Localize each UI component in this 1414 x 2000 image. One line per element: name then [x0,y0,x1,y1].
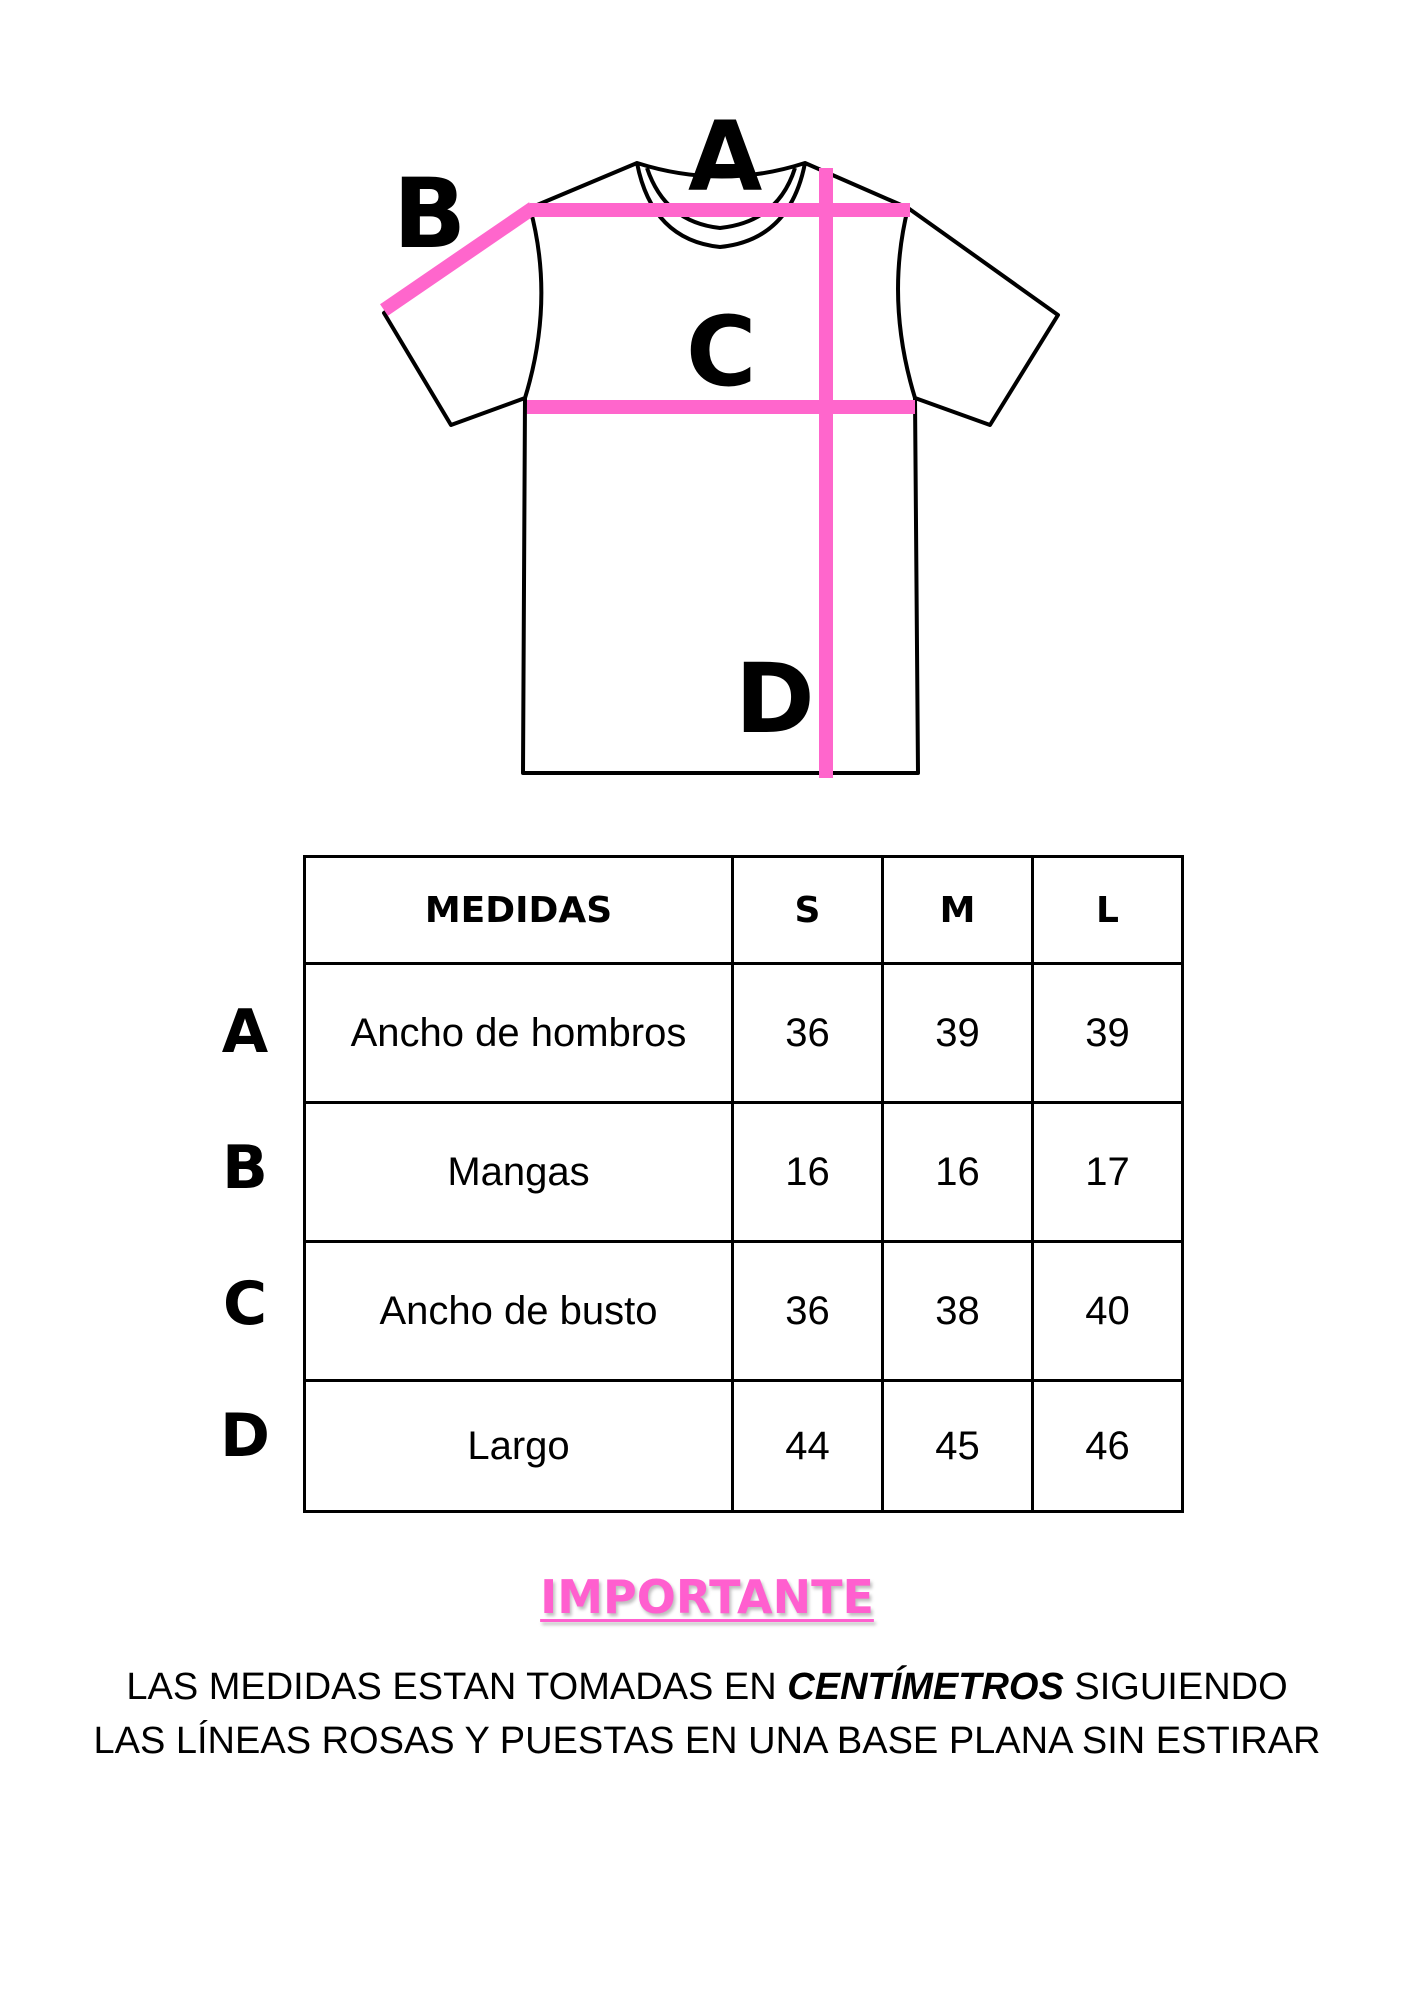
measurement-note [0,1660,1414,1768]
row-letter-c: C [222,1269,268,1339]
label-c: C [686,296,757,408]
row-name: Mangas [305,1103,733,1242]
table-row [305,1103,1183,1242]
header-medidas: MEDIDAS [305,857,733,964]
cell-l: 17 [1033,1103,1183,1242]
note-emphasis: CENTÍMETROS [787,1666,1064,1708]
cell-m: 16 [883,1103,1033,1242]
important-title: IMPORTANTE [540,1570,874,1624]
table-row [305,1381,1183,1512]
table-header-row [305,857,1183,964]
cell-s: 36 [733,1242,883,1381]
row-name: Ancho de hombros [305,964,733,1103]
row-letter-b: B [222,1133,268,1203]
label-d: D [735,643,815,755]
row-letter-a: A [221,997,269,1067]
note-line-1-after: SIGUIENDO [1063,1666,1288,1708]
note-line-2: LAS LÍNEAS ROSAS Y PUESTAS EN UNA BASE PLANA SIN ESTIRAR [93,1720,1321,1762]
tshirt-outline [384,163,1058,773]
size-table [303,855,1184,1513]
tshirt-diagram [0,0,1414,800]
cell-l: 40 [1033,1242,1183,1381]
note-line-1 [0,1660,1414,1714]
cell-s: 36 [733,964,883,1103]
row-letter-d: D [220,1401,270,1471]
header-l: L [1033,857,1183,964]
cell-m: 38 [883,1242,1033,1381]
cell-l: 46 [1033,1381,1183,1512]
header-s: S [733,857,883,964]
label-a: A [688,101,763,213]
cell-l: 39 [1033,964,1183,1103]
tshirt-body [384,163,1058,773]
row-name: Largo [305,1381,733,1512]
cell-m: 39 [883,964,1033,1103]
table-row [305,1242,1183,1381]
cell-s: 44 [733,1381,883,1512]
table-row [305,964,1183,1103]
row-name: Ancho de busto [305,1242,733,1381]
label-b: B [393,158,467,270]
note-line-1-before: LAS MEDIDAS ESTAN TOMADAS EN [126,1666,788,1708]
cell-m: 45 [883,1381,1033,1512]
cell-s: 16 [733,1103,883,1242]
header-m: M [883,857,1033,964]
